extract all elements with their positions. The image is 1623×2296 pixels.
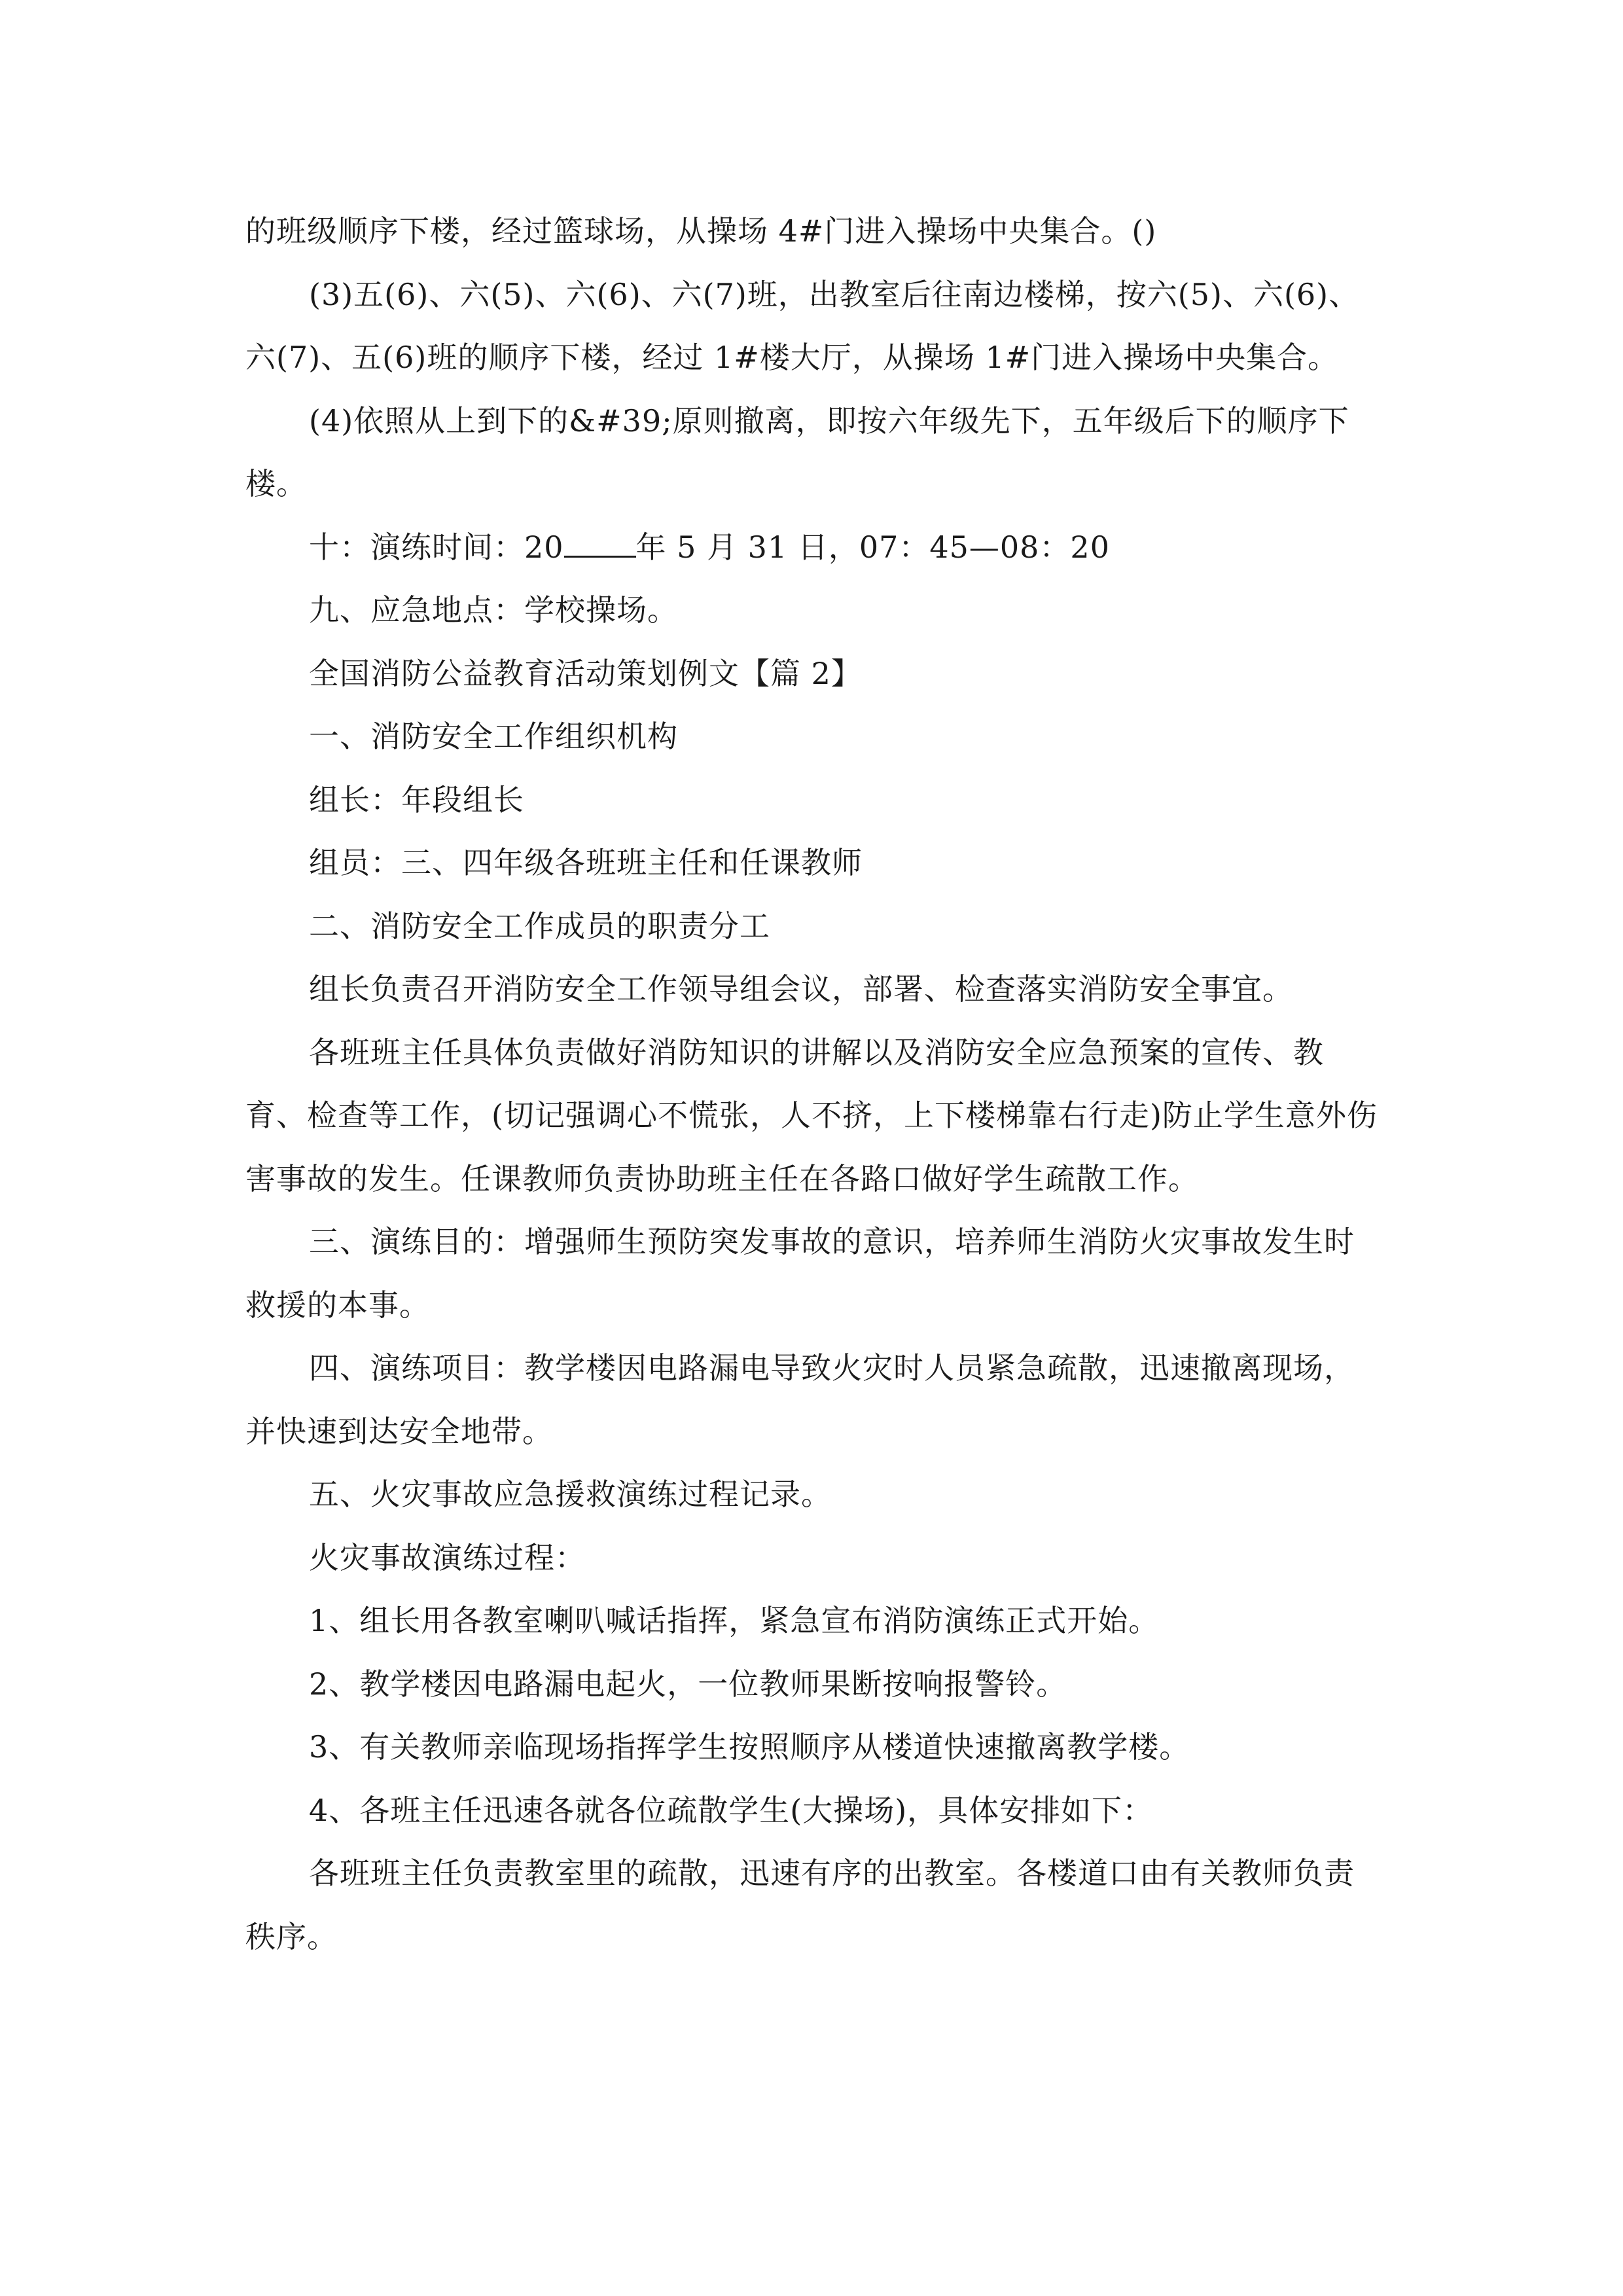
year-blank-underline [564,529,636,558]
paragraph-evacuation-item-3: (3)五(6)、六(5)、六(6)、六(7)班，出教室后往南边楼梯，按六(5)、六(6)、六(7)、五(6)班的顺序下楼，经过 1#楼大厅，从操场 1#门进入操场中央集合。 [245,276,1360,375]
paragraph-step-4: 4、各班主任迅速各就各位疏散学生(大操场)，具体安排如下： [309,1792,1154,1828]
drill-time-suffix: 年 5 月 31 日，07：45—08：20 [635,529,1110,565]
section-heading-part-2: 全国消防公益教育活动策划例文【篇 2】 [309,655,862,691]
paragraph-drill-process-heading: 火灾事故演练过程： [309,1539,586,1575]
paragraph-evacuation-item-4: (4)依照从上到下的&#39;原则撤离，即按六年级先下，五年级后下的顺序下楼。 [245,403,1349,501]
document-body [245,200,1381,1968]
paragraph-teacher-duties: 各班班主任具体负责做好消防知识的讲解以及消防安全应急预案的宣传、教育、检查等工作，(切记强调心不慌张，人不挤，上下楼梯靠右行走)防止学生意外伤害事故的发生。任课教师负责协助班主任在各路口做好学生疏散工作。 [245,1034,1378,1196]
paragraph-group-leader: 组长：年段组长 [309,781,524,817]
drill-time-prefix: 十：演练时间：20 [309,529,564,565]
paragraph-drill-purpose: 三、演练目的：增强师生预防突发事故的意识，培养师生消防火灾事故发生时救援的本事。 [245,1224,1355,1323]
paragraph-group-members: 组员：三、四年级各班班主任和任课教师 [309,845,863,880]
heading-responsibilities: 二、消防安全工作成员的职责分工 [309,908,770,944]
paragraph-drill-project: 四、演练项目：教学楼因电路漏电导致火灾时人员紧急疏散，迅速撤离现场，并快速到达安全地带。 [245,1350,1355,1449]
paragraph-step-1: 1、组长用各教室喇叭喊话指挥，紧急宣布消防演练正式开始。 [309,1603,1160,1638]
paragraph-step-2: 2、教学楼因电路漏电起火，一位教师果断按响报警铃。 [309,1666,1067,1702]
paragraph-step-3: 3、有关教师亲临现场指挥学生按照顺序从楼道快速撤离教学楼。 [309,1729,1190,1765]
heading-organization: 一、消防安全工作组织机构 [309,719,678,754]
paragraph-leader-duties: 组长负责召开消防安全工作领导组会议，部署、检查落实消防安全事宜。 [309,971,1293,1007]
paragraph-drill-record: 五、火灾事故应急援救演练过程记录。 [309,1477,832,1512]
paragraph-continuation: 的班级顺序下楼，经过篮球场，从操场 4#门进入操场中央集合。() [245,213,1157,249]
paragraph-emergency-location: 九、应急地点：学校操场。 [309,592,678,628]
paragraph-class-teacher-evacuation: 各班班主任负责教室里的疏散，迅速有序的出教室。各楼道口由有关教师负责秩序。 [245,1856,1355,1954]
paragraph-drill-time [245,516,1381,579]
